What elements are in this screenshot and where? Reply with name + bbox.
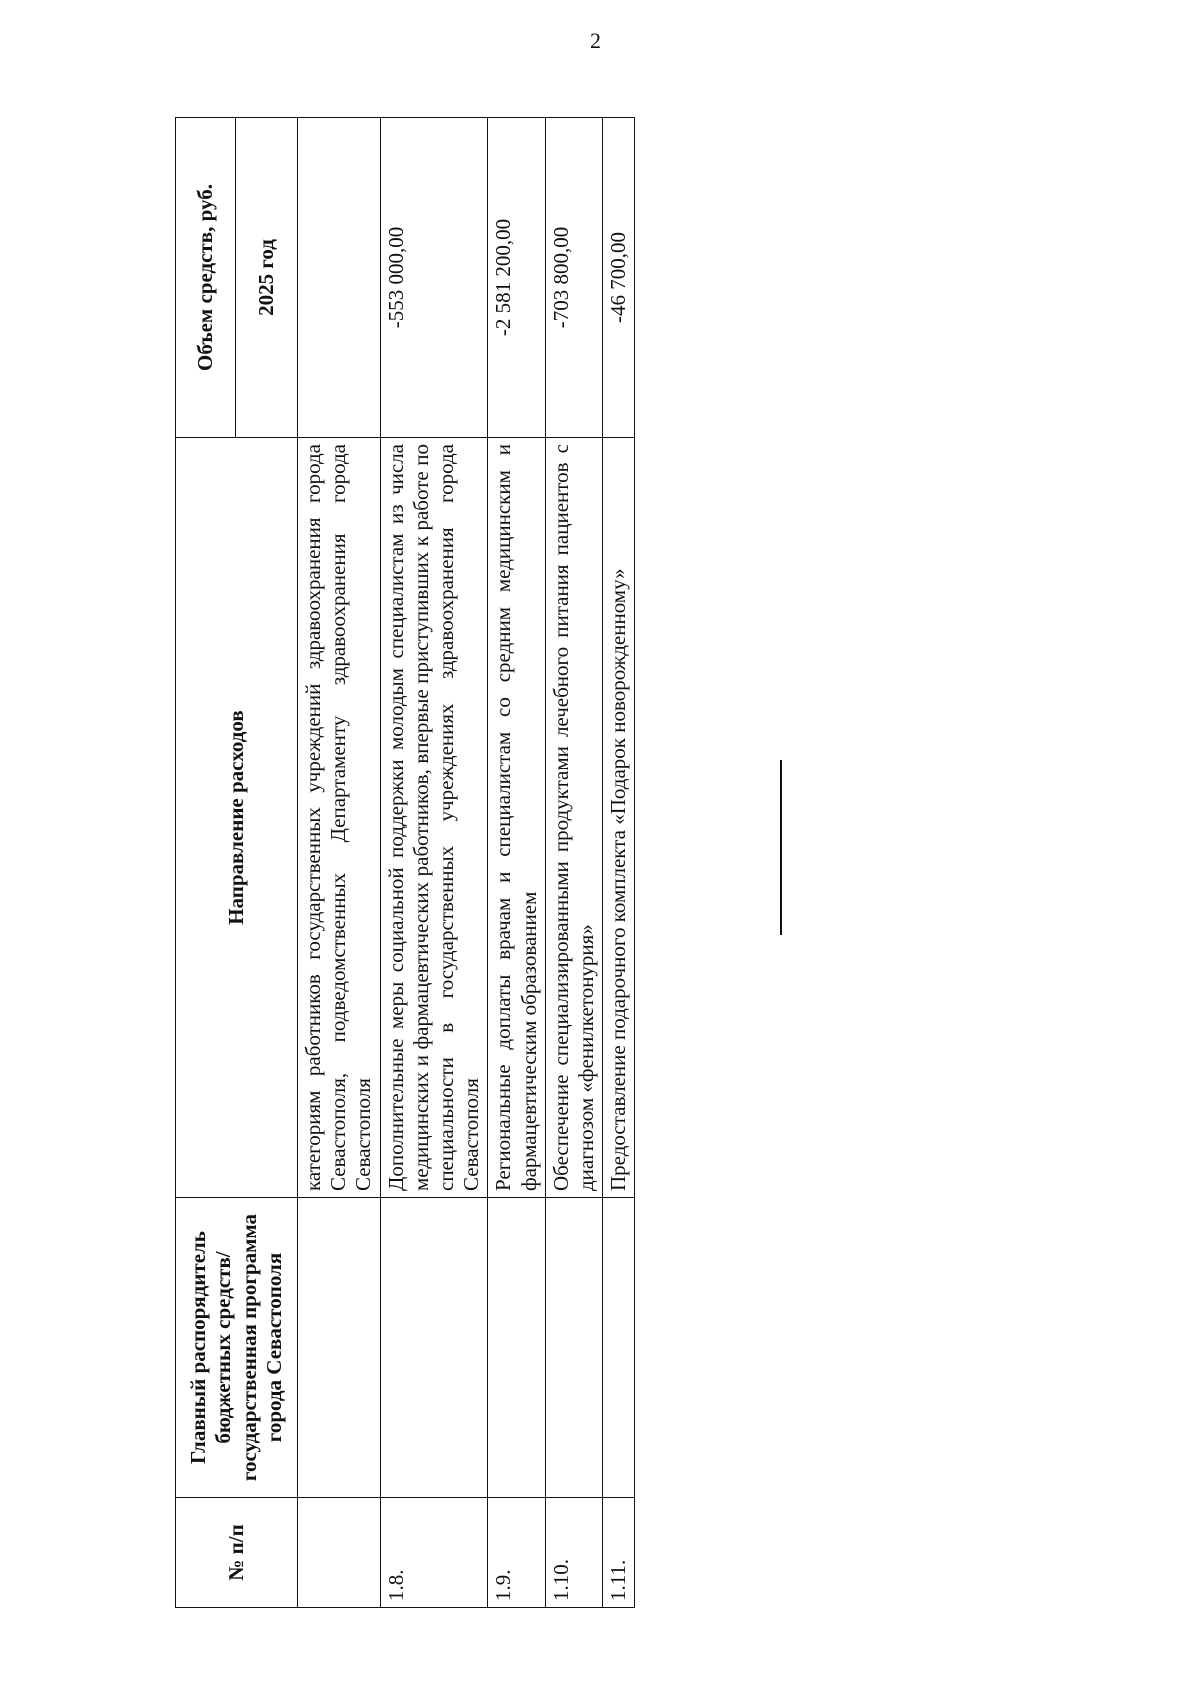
row-org bbox=[380, 1198, 488, 1498]
row-amount: -703 800,00 bbox=[545, 118, 602, 438]
row-direction: Обеспечение специализированными продуктами лечебного питания пациентов с диагнозом «фенилкетонурия» bbox=[545, 438, 602, 1198]
header-num: № п/п bbox=[176, 1498, 298, 1608]
end-divider-line bbox=[780, 760, 782, 935]
table-row bbox=[603, 118, 635, 1608]
row-amount bbox=[298, 118, 381, 438]
rotated-table-container bbox=[175, 118, 705, 1608]
row-amount: -2 581 200,00 bbox=[488, 118, 545, 438]
row-org bbox=[545, 1198, 602, 1498]
table-row bbox=[488, 118, 545, 1608]
row-num bbox=[298, 1498, 381, 1608]
table-row bbox=[380, 118, 488, 1608]
table-row bbox=[298, 118, 381, 1608]
row-num: 1.8. bbox=[380, 1498, 488, 1608]
budget-table bbox=[175, 117, 635, 1608]
row-direction: Региональные доплаты врачам и специалистам со средним медицинским и фармацевтическим образованием bbox=[488, 438, 545, 1198]
row-org bbox=[603, 1198, 635, 1498]
row-amount: -553 000,00 bbox=[380, 118, 488, 438]
header-direction: Направление расходов bbox=[176, 438, 298, 1198]
page-number: 2 bbox=[590, 28, 601, 53]
header-year: 2025 год bbox=[236, 118, 298, 438]
row-org bbox=[488, 1198, 545, 1498]
row-direction: Дополнительные меры социальной поддержки молодым специалистам из числа медицинских и фармацевтических работников, впервые приступивших к работе по специальности в государственных учреждениях здравоохранения города Севастополя bbox=[380, 438, 488, 1198]
row-num: 1.10. bbox=[545, 1498, 602, 1608]
row-num: 1.9. bbox=[488, 1498, 545, 1608]
row-amount: -46 700,00 bbox=[603, 118, 635, 438]
row-num: 1.11. bbox=[603, 1498, 635, 1608]
table-row bbox=[545, 118, 602, 1608]
row-direction: Предоставление подарочного комплекта «Подарок новорожденному» bbox=[603, 438, 635, 1198]
table-header-row bbox=[176, 118, 236, 1608]
row-direction: категориям работников государственных учреждений здравоохранения города Севастополя, подведомственных Департаменту здравоохранения города Севастополя bbox=[298, 438, 381, 1198]
row-org bbox=[298, 1198, 381, 1498]
header-org: Главный распорядитель бюджетных средств/государственная программа города Севастополя bbox=[176, 1198, 298, 1498]
header-amount: Объем средств, руб. bbox=[176, 118, 236, 438]
